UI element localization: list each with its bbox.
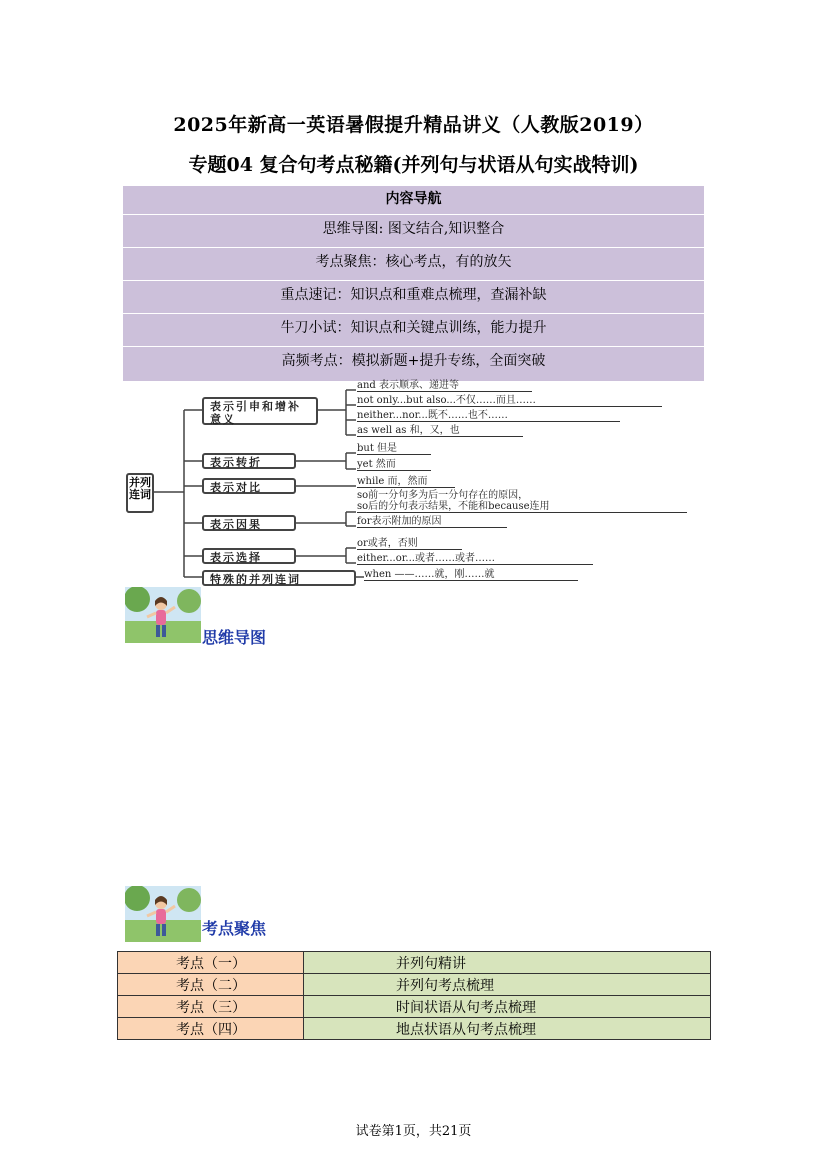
mindmap-root: 并列连词: [126, 473, 154, 513]
mindmap-leaf: but 但是: [357, 443, 431, 455]
mindmap-figure: [120, 380, 700, 585]
content-navigation: [123, 186, 704, 381]
mindmap-leaf: neither...nor...既不……也不……: [357, 410, 620, 422]
table-cell-topic: 并列句考点梳理: [304, 974, 711, 996]
mindmap-leaf: and 表示顺承、递进等: [357, 380, 532, 392]
table-row: [118, 996, 711, 1018]
mindmap-branch-contrast: 表示转折: [202, 453, 296, 469]
nav-heading: 内容导航: [123, 188, 704, 215]
table-cell-point: 考点（三）: [118, 996, 304, 1018]
mindmap-leaf: or或者，否则: [357, 538, 462, 550]
mindmap-leaf: while 而，然而: [357, 476, 455, 488]
focus-table: [117, 951, 711, 1040]
mindmap-leaf: so前一分句多为后一分句存在的原因，: [357, 490, 529, 501]
mindmap-leaf: as well as 和，又，也: [357, 425, 523, 437]
table-cell-topic: 时间状语从句考点梳理: [304, 996, 711, 1018]
table-cell-point: 考点（二）: [118, 974, 304, 996]
mindmap-branch-comparison: 表示对比: [202, 478, 296, 494]
table-cell-point: 考点（四）: [118, 1018, 304, 1040]
document-title: 2025年新高一英语暑假提升精品讲义（人教版2019）: [173, 114, 654, 136]
document-subtitle: 专题04 复合句考点秘籍(并列句与状语从句实战特训): [188, 154, 639, 176]
mindmap-leaf: not only...but also...不仅……而且……: [357, 395, 662, 407]
section-illustration: [125, 587, 201, 643]
section-label-mindmap: 思维导图: [202, 628, 267, 647]
mindmap-branch-extension: 表示引申和增补意义: [202, 397, 318, 425]
table-cell-topic: 地点状语从句考点梳理: [304, 1018, 711, 1040]
table-cell-point: 考点（一）: [118, 952, 304, 974]
mindmap-branch-choice: 表示选择: [202, 548, 296, 564]
page-footer: 试卷第1页，共21页: [355, 1124, 472, 1139]
nav-item-notes: 重点速记：知识点和重难点梳理，查漏补缺: [123, 281, 704, 314]
table-row: [118, 974, 711, 996]
mindmap-leaf: so后的分句表示结果，不能和because连用: [357, 501, 687, 513]
nav-item-mindmap: 思维导图: 图文结合,知识整合: [123, 215, 704, 248]
mindmap-branch-special: 特殊的并列连词: [202, 570, 356, 586]
nav-item-highfreq: 高频考点：模拟新题+提升专练，全面突破: [281, 353, 546, 369]
table-row: [118, 952, 711, 974]
mindmap-leaf: when ——……就，刚……就: [364, 569, 578, 581]
table-row: [118, 1018, 711, 1040]
section-label-focus: 考点聚焦: [202, 919, 267, 938]
mindmap-leaf: for表示附加的原因: [357, 516, 507, 528]
section-illustration: [125, 886, 201, 942]
nav-item-focus: 考点聚焦：核心考点，有的放矢: [123, 248, 704, 281]
mindmap-branch-cause: 表示因果: [202, 515, 296, 531]
table-cell-topic: 并列句精讲: [304, 952, 711, 974]
mindmap-leaf: either...or...或者……或者……: [357, 553, 593, 565]
mindmap-leaf: yet 然而: [357, 459, 431, 471]
nav-item-practice: 牛刀小试：知识点和关键点训练，能力提升: [123, 314, 704, 347]
